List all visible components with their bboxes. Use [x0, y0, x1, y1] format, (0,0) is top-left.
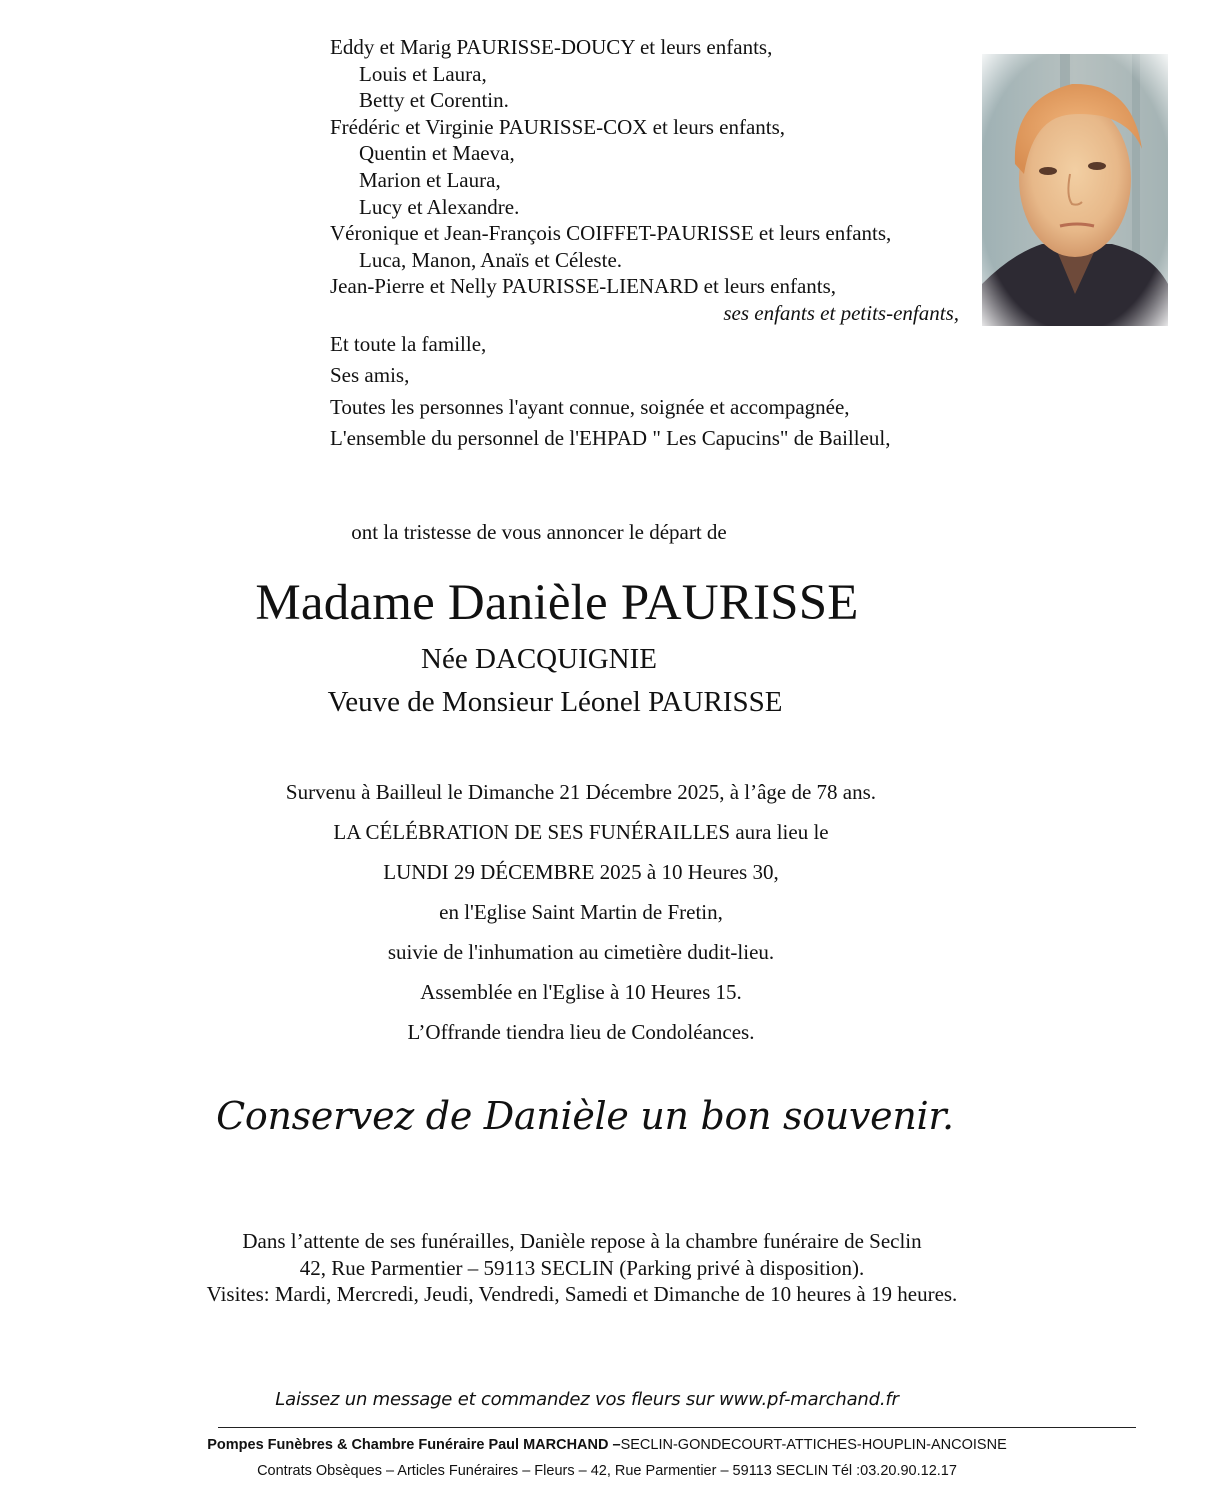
web-message-link[interactable]: Laissez un message et commandez vos fleurs sur www.pf-marchand.fr: [275, 1389, 899, 1410]
visit-line-address: 42, Rue Parmentier – 59113 SECLIN (Parking privé à disposition).: [299, 1255, 865, 1280]
family-line: Toutes les personnes l'ayant connue, soignée et accompagnée,: [330, 394, 850, 419]
family-line: Betty et Corentin.: [359, 88, 509, 113]
visitation-info: [0, 1228, 1214, 1308]
family-line: Jean-Pierre et Nelly PAURISSE-LIENARD et leurs enfants,: [330, 274, 837, 299]
company-towns: SECLIN-GONDECOURT-ATTICHES-HOUPLIN-ANCOISNE: [620, 1437, 1007, 1453]
widow-of: Veuve de Monsieur Léonel PAURISSE: [327, 686, 783, 718]
detail-line-death: Survenu à Bailleul le Dimanche 21 Décembre 2025, à l’âge de 78 ans.: [285, 780, 877, 804]
detail-line-celebration: LA CÉLÉBRATION DE SES FUNÉRAILLES aura lieu le: [333, 820, 829, 844]
family-list: [330, 34, 970, 455]
family-line: Frédéric et Virginie PAURISSE-COX et leurs enfants,: [330, 114, 786, 139]
funeral-details: [0, 772, 1214, 1052]
deceased-name: Madame Danièle PAURISSE: [255, 575, 859, 631]
detail-line-assembly: Assemblée en l'Eglise à 10 Heures 15.: [420, 980, 742, 1004]
family-line: Eddy et Marig PAURISSE-DOUCY et leurs enfants,: [330, 35, 773, 59]
detail-line-church: en l'Eglise Saint Martin de Fretin,: [439, 900, 723, 924]
company-name: Pompes Funèbres & Chambre Funéraire Paul MARCHAND –: [207, 1437, 621, 1453]
detail-line-date: LUNDI 29 DÉCEMBRE 2025 à 10 Heures 30,: [383, 860, 779, 884]
footer-divider: [218, 1427, 1136, 1428]
visit-line-hours: Visites: Mardi, Mercredi, Jeudi, Vendredi, Samedi et Dimanche de 10 heures à 19 heures.: [206, 1282, 958, 1306]
family-line: Véronique et Jean-François COIFFET-PAURISSE et leurs enfants,: [330, 221, 892, 246]
detail-line-burial: suivie de l'inhumation au cimetière dudit-lieu.: [387, 940, 775, 964]
family-line: Et toute la famille,: [330, 331, 487, 356]
family-line: Marion et Laura,: [359, 167, 501, 192]
family-line: Louis et Laura,: [359, 61, 487, 86]
company-services: Contrats Obsèques – Articles Funéraires – Fleurs – 42, Rue Parmentier – 59113 SECLIN Tél :03.20.90.12.17: [257, 1463, 957, 1479]
portrait-photo: [982, 54, 1168, 326]
souvenir-message: Conservez de Danièle un bon souvenir.: [216, 1094, 954, 1138]
portrait-image: [982, 54, 1168, 326]
maiden-name: Née DACQUIGNIE: [421, 643, 657, 675]
family-line: Luca, Manon, Anaïs et Céleste.: [359, 247, 623, 272]
family-line: Ses amis,: [330, 363, 410, 388]
detail-line-offering: L’Offrande tiendra lieu de Condoléances.: [407, 1020, 755, 1044]
family-line: ses enfants et petits-enfants,: [723, 300, 959, 325]
family-line: L'ensemble du personnel de l'EHPAD " Les Capucins" de Bailleul,: [330, 426, 891, 451]
family-line: Lucy et Alexandre.: [359, 194, 520, 219]
visit-line-location: Dans l’attente de ses funérailles, Danièle repose à la chambre funéraire de Seclin: [242, 1229, 922, 1253]
company-line: [0, 1437, 1214, 1453]
family-line: Quentin et Maeva,: [359, 141, 515, 166]
announcement-intro: ont la tristesse de vous annoncer le départ de: [351, 520, 727, 544]
